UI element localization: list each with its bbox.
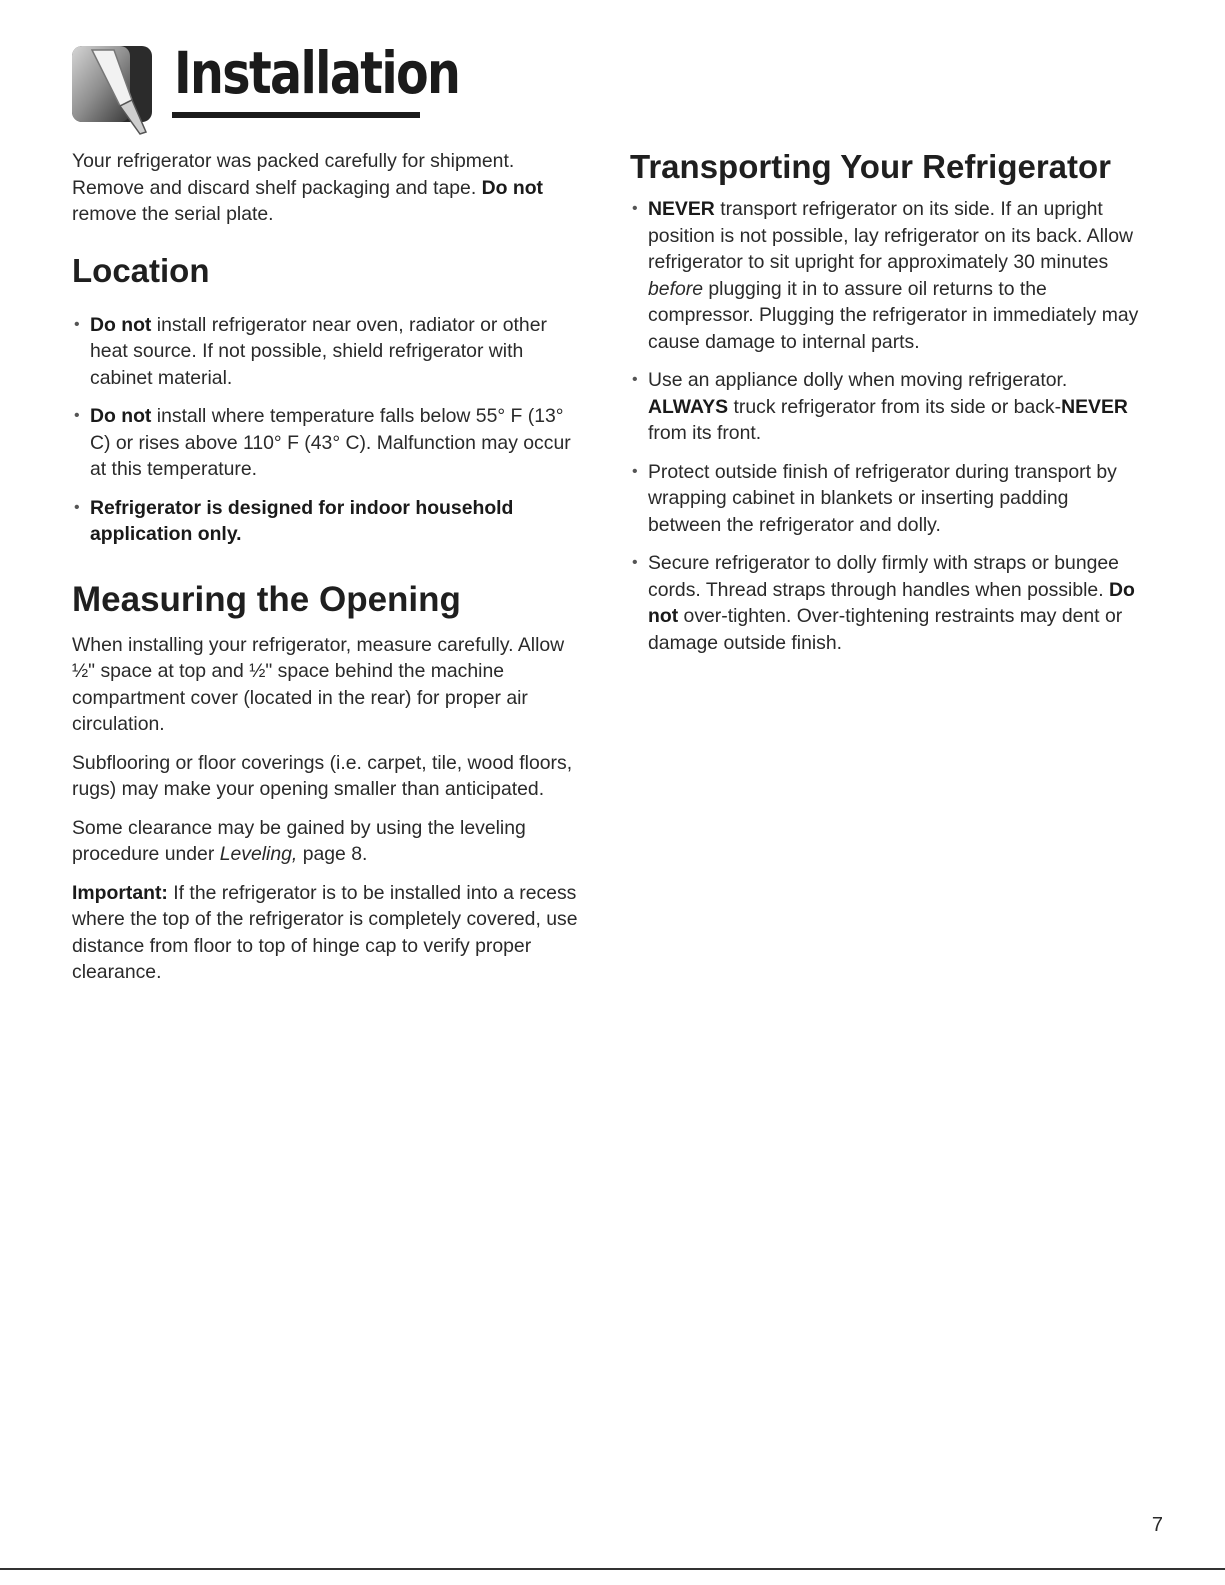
list-item: • Secure refrigerator to dolly firmly with straps or bungee cords. Thread straps through handles when possible. Do not over-tighten. Over-tightening restraints may dent or damage outside finish.	[632, 552, 1135, 654]
measuring-heading: Measuring the Opening	[72, 579, 461, 619]
list-item: • Use an appliance dolly when moving refrigerator. ALWAYS truck refrigerator from its side or back-NEVER from its front.	[632, 369, 1128, 444]
list-item: • Refrigerator is designed for indoor household application only.	[74, 496, 514, 545]
right-column	[630, 148, 1140, 668]
page-header	[70, 39, 460, 140]
list-item: • Do not install refrigerator near oven, radiator or other heat source. If not possible, shield refrigerator with cabinet material.	[74, 313, 547, 389]
screwdriver-icon	[70, 40, 154, 136]
list-item: • Do not install where temperature falls below 55° F (13° C) or rises above 110° F (43° C). Malfunction may occur at this temperature.	[74, 405, 571, 480]
transporting-heading: Transporting Your Refrigerator	[630, 148, 1112, 185]
transporting-list	[630, 196, 1140, 656]
location-heading: Location	[72, 251, 210, 289]
page-number: 7	[1151, 1514, 1163, 1536]
page-title: Installation	[174, 39, 460, 107]
list-item: • Protect outside finish of refrigerator during transport by wrapping cabinet in blankets or inserting padding between the refrigerator and dolly.	[632, 460, 1117, 536]
location-list	[72, 312, 582, 548]
measuring-paragraph-3: Some clearance may be gained by using the leveling procedure under Leveling, page 8.	[72, 816, 526, 865]
title-underline	[172, 112, 420, 118]
measuring-paragraph-4: Important: If the refrigerator is to be installed into a recess where the top of the refrigerator is completely covered, use distance from floor to top of hinge cap to verify proper clearance.	[72, 881, 578, 983]
measuring-paragraph-1: When installing your refrigerator, measure carefully. Allow ½" space at top and ½" space behind the machine compartment cover (located in the rear) for proper air circulation.	[72, 633, 565, 735]
list-item: • NEVER transport refrigerator on its side. If an upright position is not possible, lay refrigerator on its back. Allow refrigerator to sit upright for approximately 30 minutes before plugging it in to assure oil returns to the compressor. Plugging the refrigerator in immediately may cause damage to internal parts.	[632, 198, 1139, 353]
measuring-paragraph-2: Subflooring or floor coverings (i.e. carpet, tile, wood floors, rugs) may make your opening smaller than anticipated.	[72, 751, 573, 800]
intro-paragraph: Your refrigerator was packed carefully for shipment. Remove and discard shelf packaging and tape. Do not remove the serial plate.	[72, 150, 544, 225]
footer-rule	[0, 1568, 1225, 1570]
left-column	[72, 148, 582, 998]
